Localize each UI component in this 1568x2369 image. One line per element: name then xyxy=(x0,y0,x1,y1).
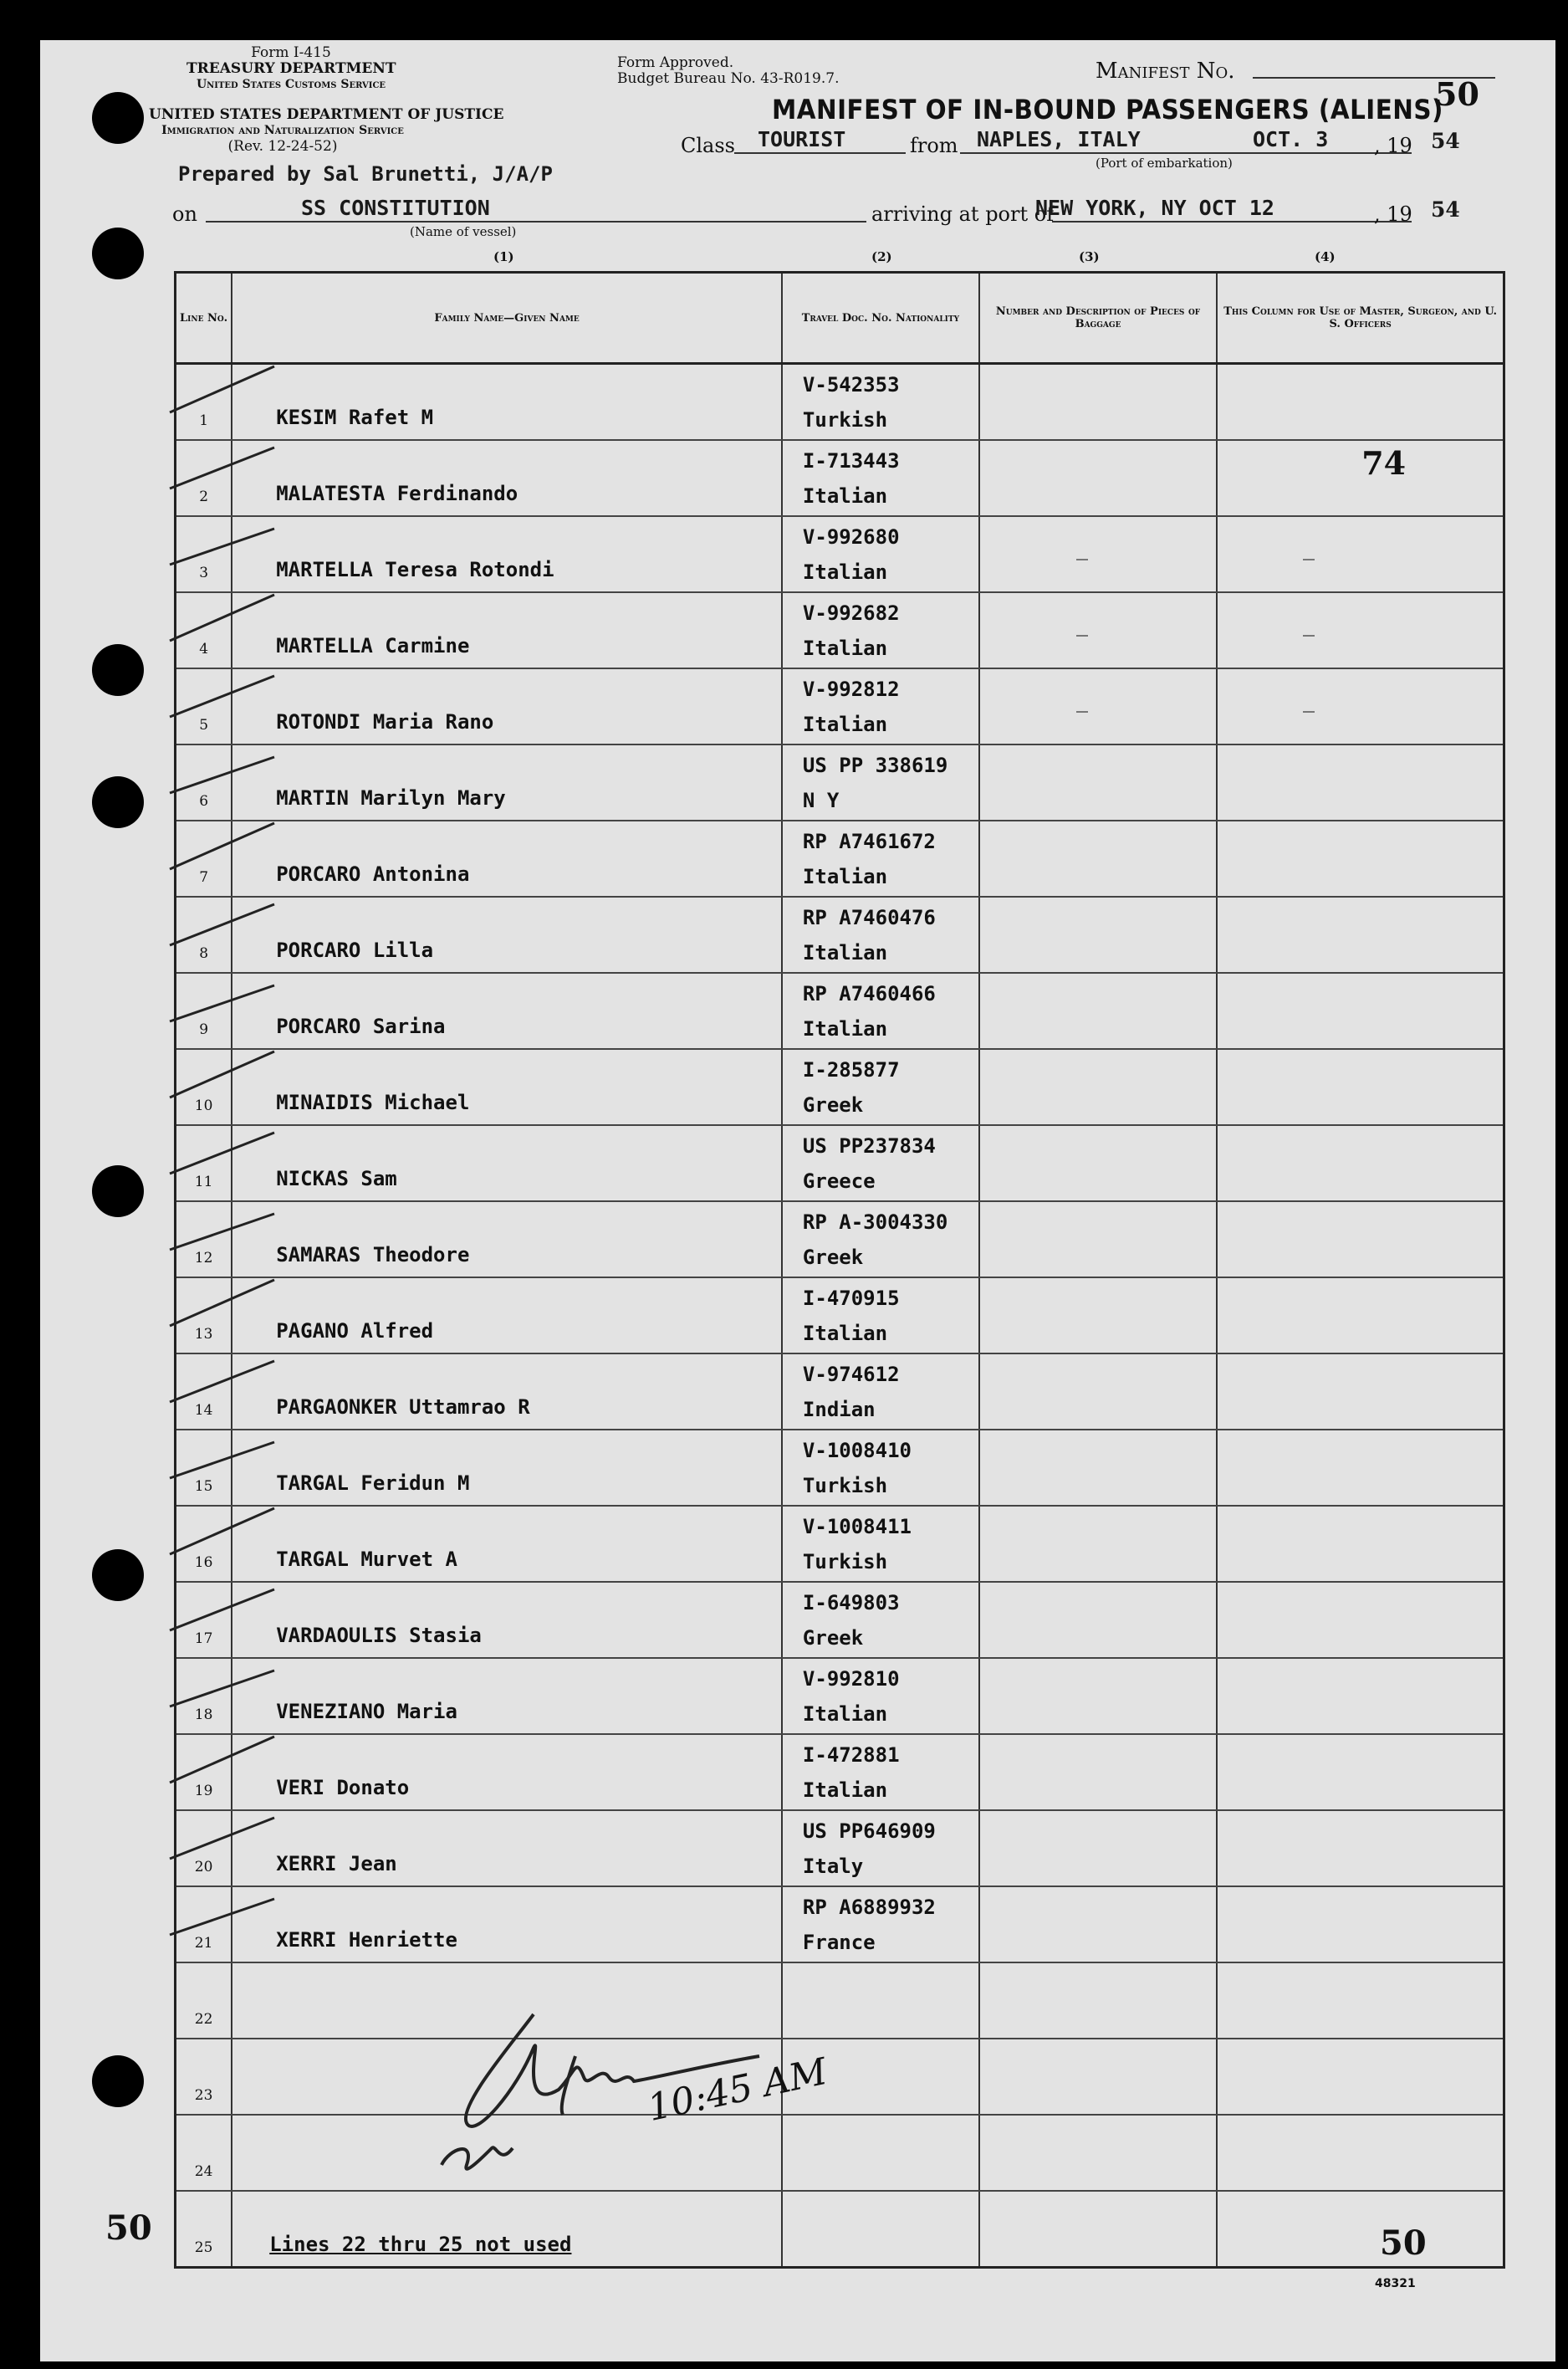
passenger-name: KESIM Rafet M xyxy=(276,406,434,429)
binder-hole xyxy=(92,776,144,828)
travel-doc-number: I-470915 xyxy=(802,1287,900,1310)
check-mark xyxy=(170,595,274,641)
line-number: 2 xyxy=(199,489,209,505)
check-mark xyxy=(170,1442,274,1478)
ins-service: Immigration and Naturalization Service xyxy=(161,124,404,137)
passenger-name: PAGANO Alfred xyxy=(276,1319,434,1343)
travel-doc-number: RP A7461672 xyxy=(802,830,936,853)
line-number: 15 xyxy=(194,1478,213,1495)
nationality: Turkish xyxy=(802,408,888,432)
line-number: 25 xyxy=(194,2239,213,2256)
passenger-name: VARDAOULIS Stasia xyxy=(276,1624,482,1647)
nationality: Turkish xyxy=(802,1474,888,1497)
handwritten-time: 10:45 AM xyxy=(644,2049,831,2131)
nationality: Greek xyxy=(802,1246,864,1269)
passenger-name: MARTELLA Carmine xyxy=(276,634,470,657)
check-mark xyxy=(170,757,274,793)
nationality: Italian xyxy=(802,941,888,964)
nationality: Italian xyxy=(802,1322,888,1345)
travel-doc-number: V-1008411 xyxy=(802,1515,912,1538)
embark-date: OCT. 3 xyxy=(1253,127,1329,151)
travel-doc-number: US PP237834 xyxy=(802,1134,936,1158)
line-number: 5 xyxy=(199,717,209,734)
arrival-year-prefix: , 19 xyxy=(1374,202,1412,226)
nationality: Italian xyxy=(802,1017,888,1041)
line-number: 21 xyxy=(194,1935,213,1952)
nationality: Greece xyxy=(802,1169,876,1193)
passenger-name: PORCARO Antonina xyxy=(276,862,470,886)
nationality: Italian xyxy=(802,1778,888,1802)
manifest-no-value: 50 xyxy=(1435,75,1479,113)
embark-year-prefix: , 19 xyxy=(1374,134,1412,157)
check-mark xyxy=(170,1737,274,1783)
col-baggage-header: Number and Description of Pieces of Baggage xyxy=(979,273,1217,364)
check-mark xyxy=(170,1214,274,1250)
passenger-name: XERRI Henriette xyxy=(276,1928,457,1952)
col-num-3: (3) xyxy=(1079,249,1100,264)
line-number: 18 xyxy=(194,1706,213,1723)
binder-hole xyxy=(92,1549,144,1601)
travel-doc-number: I-649803 xyxy=(802,1591,900,1614)
check-mark xyxy=(170,1133,274,1174)
manifest-no-label: Manifest No. xyxy=(1096,59,1235,84)
nationality: N Y xyxy=(802,789,840,812)
arriving-label: arriving at port of xyxy=(871,202,1055,226)
budget-bureau: Budget Bureau No. 43-R019.7. xyxy=(617,70,840,87)
line-number: 23 xyxy=(194,2087,213,2104)
travel-doc-number: US PP 338619 xyxy=(802,754,948,777)
line-number: 13 xyxy=(194,1326,213,1343)
travel-doc-number: RP A6889932 xyxy=(802,1896,936,1919)
check-mark xyxy=(170,1051,274,1098)
check-mark xyxy=(170,1899,274,1935)
line-number: 16 xyxy=(194,1554,213,1571)
col-line-header: Line No. xyxy=(176,273,232,364)
officer-note: 74 xyxy=(1361,444,1407,482)
passenger-name: TARGAL Feridun M xyxy=(276,1471,470,1495)
passenger-name: PORCARO Lilla xyxy=(276,939,434,962)
check-mark xyxy=(170,1508,274,1554)
travel-doc-number: I-285877 xyxy=(802,1058,900,1082)
check-mark xyxy=(170,676,274,717)
line-number: 6 xyxy=(199,793,209,810)
nationality: Greek xyxy=(802,1626,864,1650)
travel-doc-number: US PP646909 xyxy=(802,1819,936,1843)
nationality: Italian xyxy=(802,1702,888,1726)
check-mark xyxy=(170,448,274,489)
prepared-by: Prepared by Sal Brunetti, J/A/P xyxy=(178,162,553,186)
passenger-name: XERRI Jean xyxy=(276,1852,397,1875)
passenger-name: VENEZIANO Maria xyxy=(276,1700,457,1723)
nationality: Italian xyxy=(802,865,888,888)
line-number: 12 xyxy=(194,1250,213,1266)
travel-doc-number: RP A7460466 xyxy=(802,982,936,1005)
line-number: 7 xyxy=(199,869,209,886)
form-number: Form I-415 xyxy=(251,44,331,61)
from-label: from xyxy=(910,134,958,157)
travel-doc-number: V-992810 xyxy=(802,1667,900,1691)
line-number: 8 xyxy=(199,945,209,962)
travel-doc-number: V-992680 xyxy=(802,525,900,549)
passenger-name: MINAIDIS Michael xyxy=(276,1091,470,1114)
col-officer-header: This Column for Use of Master, Surgeon, and U. S. Officers xyxy=(1217,273,1504,364)
check-mark xyxy=(170,1589,274,1630)
nationality: Italian xyxy=(802,484,888,508)
nationality: Turkish xyxy=(802,1550,888,1573)
passenger-name: PORCARO Sarina xyxy=(276,1015,446,1038)
nationality: Italian xyxy=(802,560,888,584)
binder-hole xyxy=(92,2055,144,2107)
line-number: 17 xyxy=(194,1630,213,1647)
vessel-caption: (Name of vessel) xyxy=(410,224,517,239)
arrival-year: 54 xyxy=(1431,197,1460,222)
manifest-page xyxy=(40,40,1555,2361)
line-number: 9 xyxy=(199,1021,209,1038)
line-number: 3 xyxy=(199,565,209,581)
nationality: Greek xyxy=(802,1093,864,1117)
check-mark xyxy=(170,529,274,565)
line-number: 1 xyxy=(199,412,209,429)
justice-dept: UNITED STATES DEPARTMENT OF JUSTICE xyxy=(149,106,504,123)
nationality: France xyxy=(802,1931,876,1954)
left-page-number: 50 xyxy=(105,2208,152,2248)
travel-doc-number: V-1008410 xyxy=(802,1439,912,1462)
passenger-name: MARTELLA Teresa Rotondi xyxy=(276,558,554,581)
col-num-4: (4) xyxy=(1315,249,1336,264)
check-mark xyxy=(170,366,274,412)
line-number: 10 xyxy=(194,1098,213,1114)
line-number: 24 xyxy=(194,2163,213,2180)
binder-hole xyxy=(92,228,144,279)
binder-hole xyxy=(92,644,144,696)
travel-doc-number: I-713443 xyxy=(802,449,900,473)
col-num-1: (1) xyxy=(493,249,514,264)
passenger-name: ROTONDI Maria Rano xyxy=(276,710,494,734)
class-label: Class xyxy=(681,134,735,157)
class-value: TOURIST xyxy=(758,127,846,151)
passenger-name: NICKAS Sam xyxy=(276,1167,397,1190)
revision: (Rev. 12-24-52) xyxy=(227,138,338,155)
travel-doc-number: V-542353 xyxy=(802,373,900,397)
check-mark xyxy=(170,823,274,869)
check-mark xyxy=(170,904,274,945)
line-number: 22 xyxy=(194,2011,213,2028)
manifest-title: MANIFEST OF IN-BOUND PASSENGERS (ALIENS) xyxy=(772,94,1443,125)
passenger-name: MALATESTA Ferdinando xyxy=(276,482,518,505)
check-mark xyxy=(170,1818,274,1859)
passenger-name: TARGAL Murvet A xyxy=(276,1548,457,1571)
port-embark: NAPLES, ITALY xyxy=(977,127,1141,151)
check-mark xyxy=(170,1671,274,1706)
right-page-number: 50 xyxy=(1380,2223,1427,2263)
col-num-2: (2) xyxy=(871,249,892,264)
nationality: Indian xyxy=(802,1398,876,1421)
on-label: on xyxy=(172,202,197,226)
travel-doc-number: RP A7460476 xyxy=(802,906,936,929)
port-embark-caption: (Port of embarkation) xyxy=(1096,156,1233,171)
col-doc-header: Travel Doc. No. Nationality xyxy=(782,273,979,364)
line-number: 19 xyxy=(194,1783,213,1799)
customs-service: United States Customs Service xyxy=(196,78,386,91)
line-number: 20 xyxy=(194,1859,213,1875)
form-approved: Form Approved. xyxy=(617,54,734,71)
vessel-name: SS CONSTITUTION xyxy=(301,196,490,220)
embark-year: 54 xyxy=(1431,129,1460,153)
nationality: Italian xyxy=(802,637,888,660)
travel-doc-number: V-992682 xyxy=(802,601,900,625)
treasury-dept: TREASURY DEPARTMENT xyxy=(186,60,396,77)
nationality: Italian xyxy=(802,713,888,736)
check-mark xyxy=(170,1361,274,1402)
passenger-name: VERI Donato xyxy=(276,1776,410,1799)
arrival-port: NEW YORK, NY OCT 12 xyxy=(1035,196,1274,220)
nationality: Italy xyxy=(802,1855,864,1878)
line-number: 11 xyxy=(194,1174,213,1190)
travel-doc-number: I-472881 xyxy=(802,1743,900,1767)
col-name-header: Family Name—Given Name xyxy=(232,273,782,364)
passenger-name: PARGAONKER Uttamrao R xyxy=(276,1395,530,1419)
binder-hole xyxy=(92,1165,144,1217)
passenger-name: MARTIN Marilyn Mary xyxy=(276,786,506,810)
travel-doc-number: V-974612 xyxy=(802,1363,900,1386)
binder-hole xyxy=(92,92,144,144)
line-number: 14 xyxy=(194,1402,213,1419)
check-mark xyxy=(170,985,274,1021)
passenger-name: SAMARAS Theodore xyxy=(276,1243,470,1266)
check-mark xyxy=(170,1280,274,1326)
travel-doc-number: RP A-3004330 xyxy=(802,1210,948,1234)
footer-code: 48321 xyxy=(1375,2277,1416,2290)
passenger-name: Lines 22 thru 25 not used xyxy=(269,2233,572,2256)
travel-doc-number: V-992812 xyxy=(802,678,900,701)
line-number: 4 xyxy=(199,641,209,657)
